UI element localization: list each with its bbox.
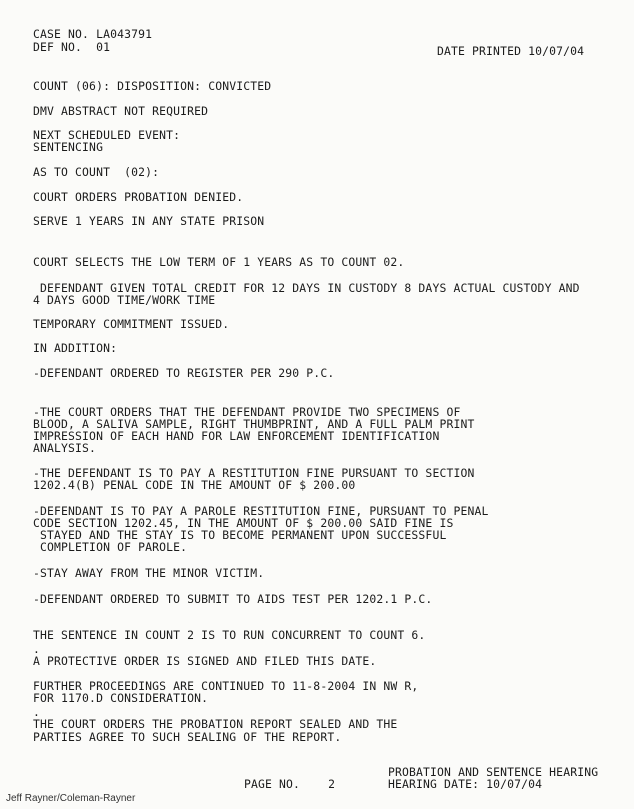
protective-order: A PROTECTIVE ORDER IS SIGNED AND FILED THIS DATE. [33,654,377,668]
specimens-line-1: -THE COURT ORDERS THAT THE DEFENDANT PROVIDE TWO SPECIMENS OF [33,405,461,419]
stay-away-order: -STAY AWAY FROM THE MINOR VICTIM. [33,566,265,580]
as-to-count: AS TO COUNT (02): [33,165,160,179]
custody-credit-line-1: DEFENDANT GIVEN TOTAL CREDIT FOR 12 DAYS IN CUSTODY 8 DAYS ACTUAL CUSTODY AND [33,281,580,295]
hearing-date: HEARING DATE: 10/07/04 [388,777,543,791]
parole-fine-line-2: CODE SECTION 1202.45, IN THE AMOUNT OF $ 200.00 SAID FINE IS [33,516,454,530]
sealed-report-line-2: PARTIES AGREE TO SUCH SEALING OF THE REPORT. [33,730,342,744]
defendant-number: DEF NO. 01 [33,40,111,54]
specimens-line-2: BLOOD, A SALIVA SAMPLE, RIGHT THUMBPRINT, AND A FULL PALM PRINT [33,417,475,431]
specimens-line-4: ANALYSIS. [33,441,97,455]
register-order: -DEFENDANT ORDERED TO REGISTER PER 290 P.C. [33,366,335,380]
temporary-commitment: TEMPORARY COMMITMENT ISSUED. [33,317,230,331]
low-term: COURT SELECTS THE LOW TERM OF 1 YEARS AS TO COUNT 02. [33,255,405,269]
next-event-label: NEXT SCHEDULED EVENT: [33,128,181,142]
parole-fine-line-1: -DEFENDANT IS TO PAY A PAROLE RESTITUTION FINE, PURSUANT TO PENAL [33,504,489,518]
parole-fine-line-3: STAYED AND THE STAY IS TO BECOME PERMANENT UPON SUCCESSFUL [33,528,447,542]
custody-credit-line-2: 4 DAYS GOOD TIME/WORK TIME [33,293,216,307]
restitution-line-1: -THE DEFENDANT IS TO PAY A RESTITUTION FINE PURSUANT TO SECTION [33,466,475,480]
further-proceedings-line-2: FOR 1170.D CONSIDERATION. [33,691,209,705]
further-proceedings-line-1: FURTHER PROCEEDINGS ARE CONTINUED TO 11-8-2004 IN NW R, [33,679,419,693]
separator-dot: . [33,705,41,719]
case-number: CASE NO. LA043791 [33,27,153,41]
next-event-value: SENTENCING [33,140,104,154]
in-addition: IN ADDITION: [33,341,118,355]
specimens-line-3: IMPRESSION OF EACH HAND FOR LAW ENFORCEMENT IDENTIFICATION [33,429,440,443]
concurrent-sentence: THE SENTENCE IN COUNT 2 IS TO RUN CONCURRENT TO COUNT 6. [33,628,426,642]
count-disposition: COUNT (06): DISPOSITION: CONVICTED [33,79,272,93]
date-printed: DATE PRINTED 10/07/04 [437,44,585,58]
sealed-report-line-1: THE COURT ORDERS THE PROBATION REPORT SEALED AND THE [33,717,398,731]
dmv-abstract: DMV ABSTRACT NOT REQUIRED [33,104,209,118]
photo-credit: Jeff Rayner/Coleman-Rayner [6,793,136,804]
hearing-type: PROBATION AND SENTENCE HEARING [388,765,599,779]
aids-test-order: -DEFENDANT ORDERED TO SUBMIT TO AIDS TEST PER 1202.1 P.C. [33,592,433,606]
page-number: PAGE NO. 2 [244,777,336,791]
restitution-line-2: 1202.4(B) PENAL CODE IN THE AMOUNT OF $ 200.00 [33,478,356,492]
probation-denied: COURT ORDERS PROBATION DENIED. [33,190,244,204]
separator-dot: . [33,642,41,656]
prison-term: SERVE 1 YEARS IN ANY STATE PRISON [33,214,265,228]
parole-fine-line-4: COMPLETION OF PAROLE. [33,540,188,554]
